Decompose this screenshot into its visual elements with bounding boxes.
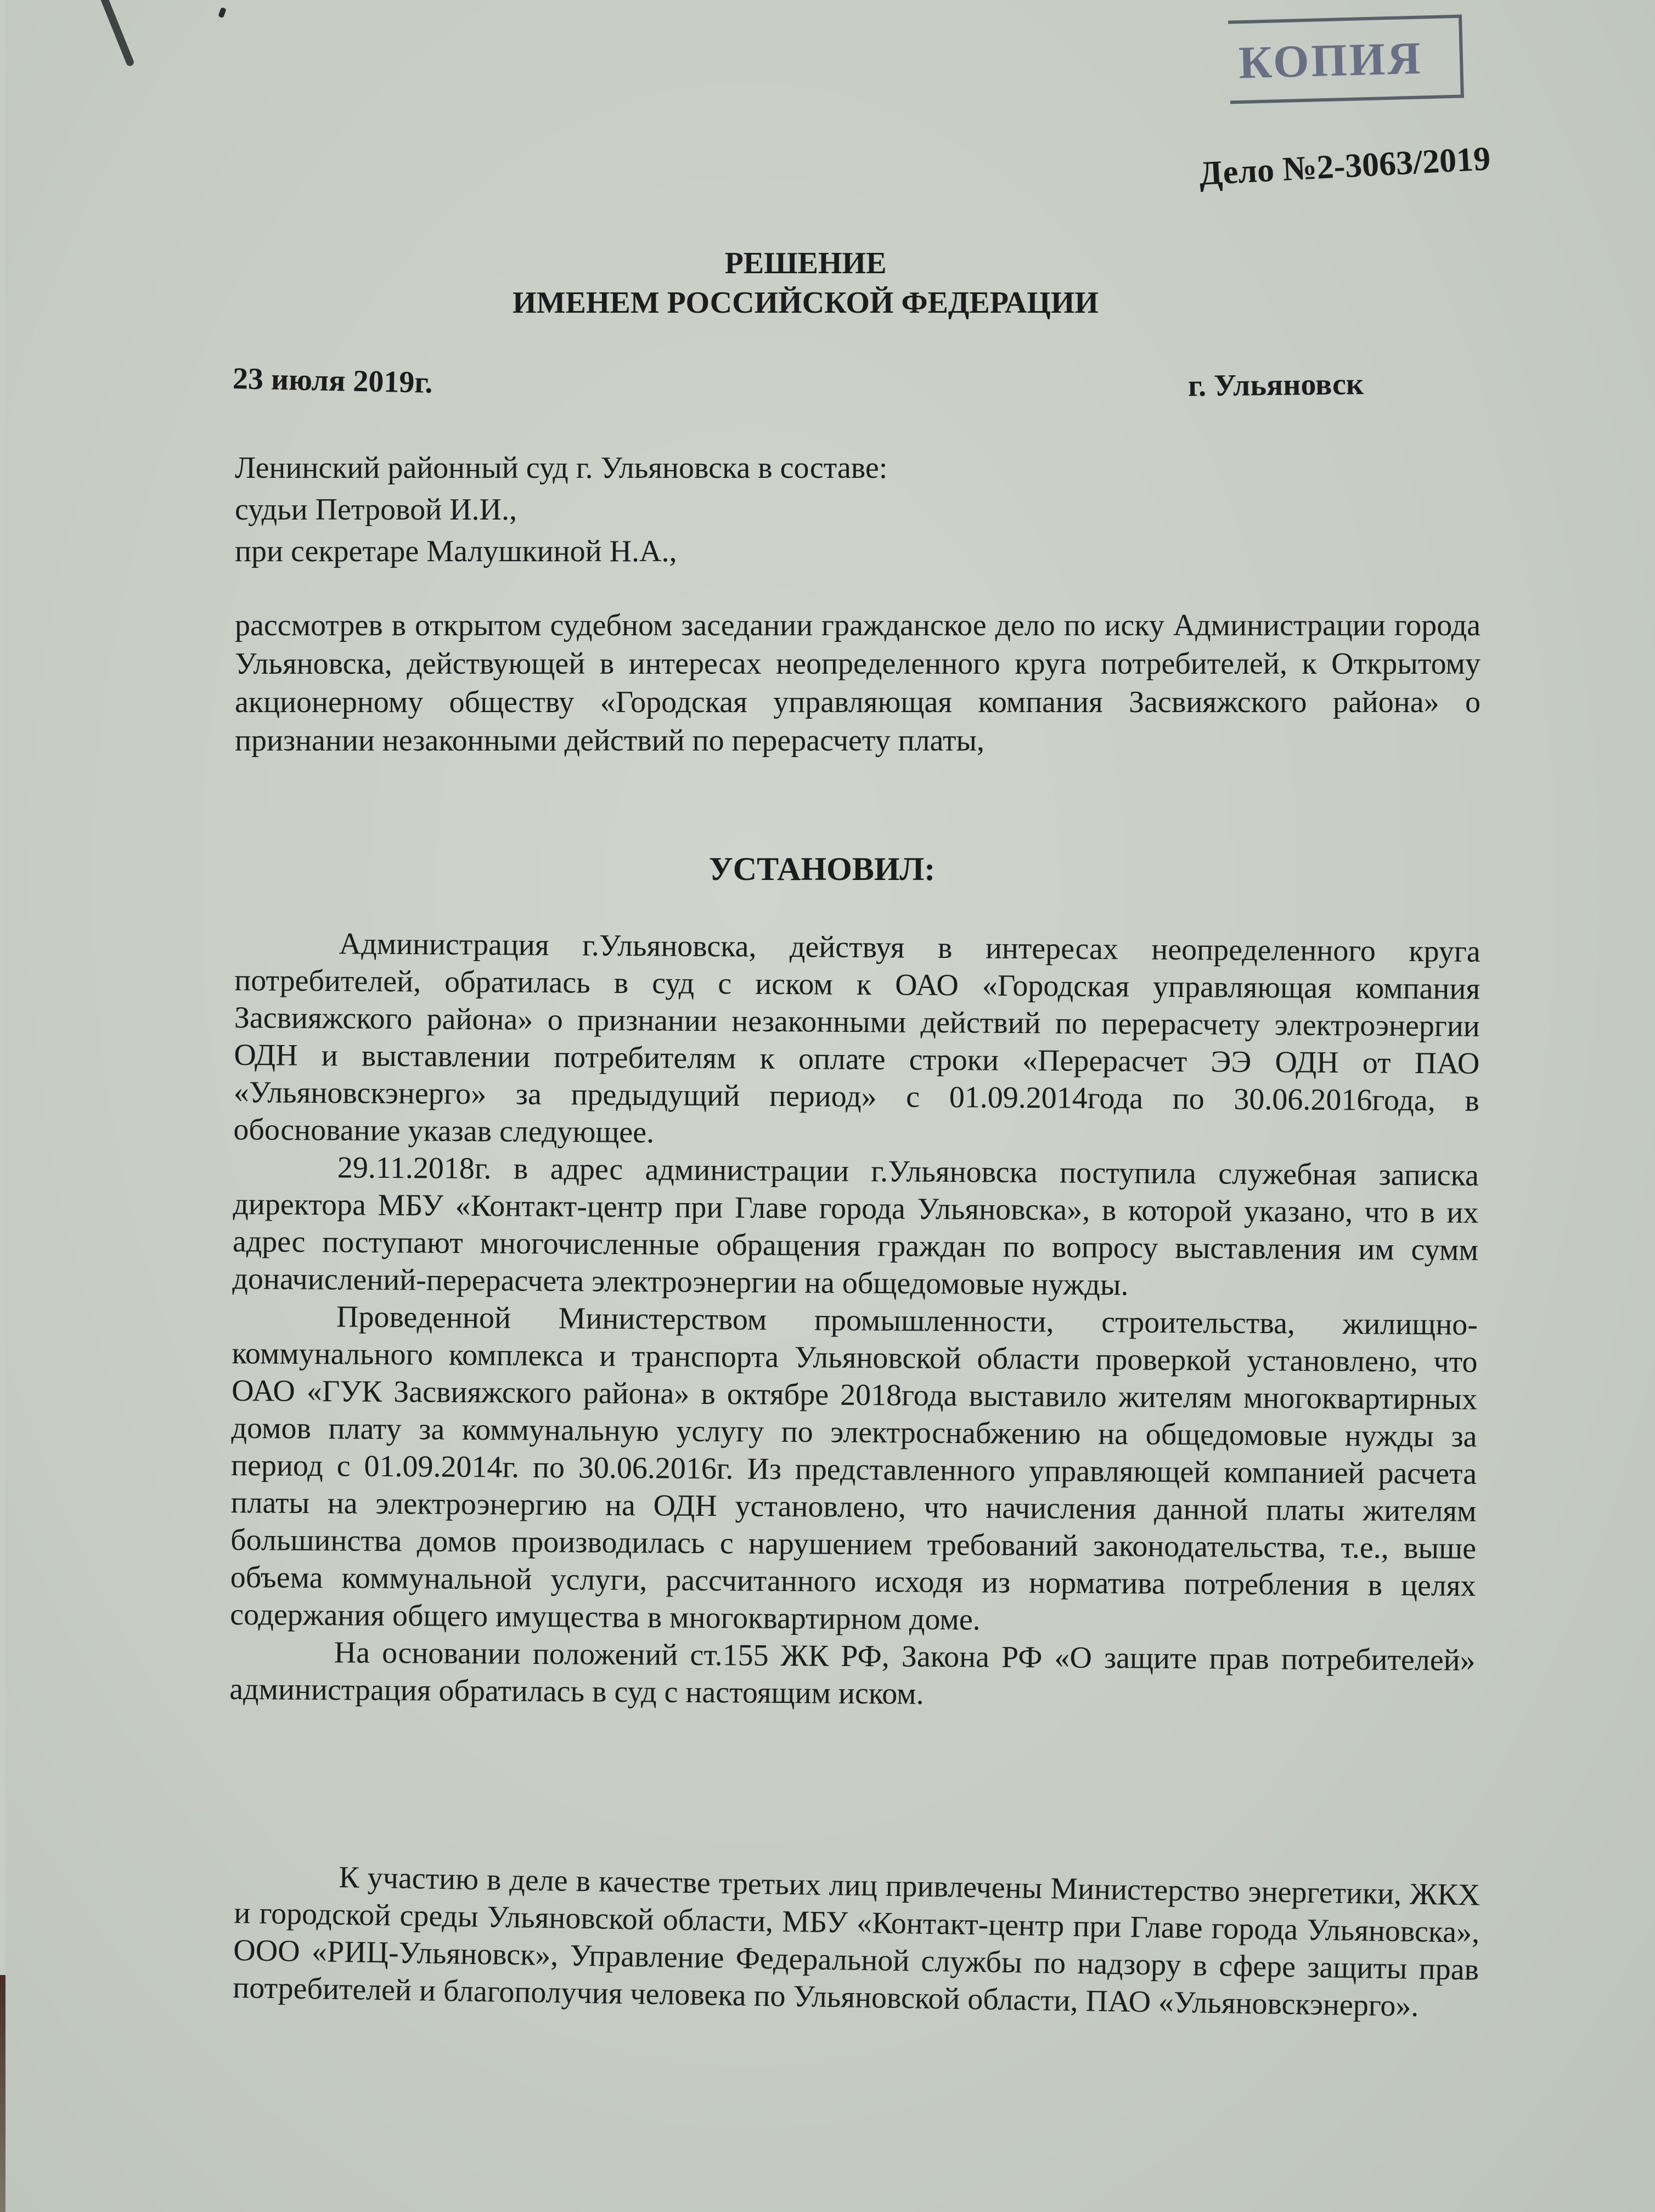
document-title: РЕШЕНИЕ — [724, 246, 887, 280]
table-edge — [0, 1975, 5, 2212]
paragraph: 29.11.2018г. в адрес администрации г.Ульяновска поступила служебная записка директора МБУ «Контакт-центр при Главе города Ульяновска», в которой указано, что в их адрес поступают многочисленные обращения граждан по вопросу выставления им сумм доначислений-перерасчета электроэнергии на общедомовые нужды. — [232, 1150, 1479, 1302]
paragraph: Проведенной Министерством промышленности, строительства, жилищно-коммунального комплекса и транспорта Ульяновской области проверкой установлено, что ОАО «ГУК Засвияжского района» в октябре 2018года выставило жителям многоквартирных домов плату за коммунальную услугу по электроснабжению на общедомовые нужды за период с 01.09.2014г. по 30.06.2016г. Из представленного управляющей компанией расчета платы на электроэнергию на ОДН установлено, что начисления данной платы жителям большинства домов производилась с нарушением требований законодательства, т.е., выше объема коммунальной услуги, рассчитанного исходя из норматива потребления в целях содержания общего имущества в многоквартирном доме. — [230, 1300, 1478, 1637]
document-subtitle: ИМЕНЕМ РОССИЙСКОЙ ФЕДЕРАЦИИ — [513, 286, 1099, 320]
decision-city: г. Ульяновск — [1187, 367, 1364, 403]
third-parties — [233, 1857, 1481, 2026]
court-composition — [235, 447, 887, 572]
judge: судьи Петровой И.И., — [235, 493, 517, 527]
findings — [229, 924, 1481, 1717]
court-name: Ленинский районный суд г. Ульяновска в составе: — [235, 451, 888, 485]
case-intro: рассмотрев в открытом судебном заседании гражданское дело по иску Администрации города Ульяновска, действующей в интересах неопределенного круга потребителей, к Открытому акционерному обществу «Городская управляющая компания Засвияжского района» о признании незаконными действий по перерасчету платы, — [235, 608, 1481, 758]
copy-stamp: КОПИЯ — [1238, 32, 1423, 89]
secretary: при секретаре Малушкиной Н.А., — [235, 534, 677, 568]
paragraph: На основании положений ст.155 ЖК РФ, Закона РФ «О защите прав потребителей» администрация обратилась в суд с настоящим иском. — [229, 1635, 1476, 1711]
section-heading: УСТАНОВИЛ: — [708, 851, 936, 887]
decision-date: 23 июля 2019г. — [232, 362, 434, 400]
case-number: Дело №2-3063/2019 — [1198, 140, 1491, 193]
paragraph: К участию в деле в качестве третьих лиц привлечены Министерство энергетики, ЖКХ и городской среды Ульяновской области, МБУ «Контакт-центр при Главе города Ульяновска», ООО «РИЦ-Ульяновск», Управление Федеральной службы по надзору в сфере защиты прав потребителей и благополучия человека по Ульяновской области, ПАО «Ульяновскэнерго». — [232, 1860, 1481, 2023]
paragraph: Администрация г.Ульяновска, действуя в интересах неопределенного круга потребителей, обратилась в суд с иском к ОАО «Городская управляющая компания Засвияжского района» о признании незаконными действий по перерасчету электроэнергии ОДН и выставлении потребителям к оплате строки «Перерасчет ЭЭ ОДН от ПАО «Ульяновскэнерго» за предыдущий период» с 01.09.2014года по 30.06.2016года, в обоснование указав следующее. — [233, 927, 1481, 1150]
